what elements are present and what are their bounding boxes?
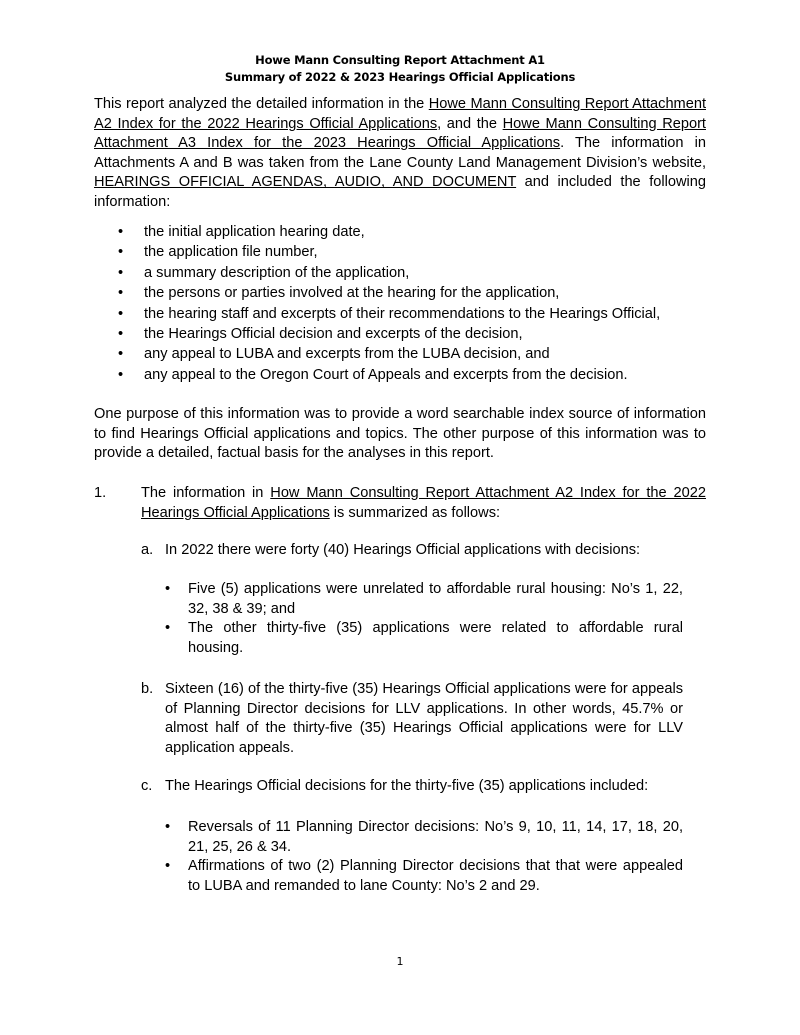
item-label: a. xyxy=(141,542,154,558)
report-header xyxy=(0,52,800,86)
attachment-a2-index-link[interactable]: How Mann Consulting Report Attachment A2 Index for the 2022 Hearings Official Applications xyxy=(141,485,706,521)
bullet-icon: • xyxy=(165,819,171,835)
info-list xyxy=(118,222,718,385)
intro-text-4: and included the following information: xyxy=(94,174,706,210)
list-item: • the application file number, xyxy=(118,242,718,262)
intro-text-2: , and the xyxy=(437,115,503,132)
section-1 xyxy=(94,484,706,523)
item-a-list xyxy=(165,580,683,658)
list-item: • any appeal to LUBA and excerpts from the LUBA decision, and xyxy=(118,344,718,364)
page-number: 1 xyxy=(396,955,404,968)
attachment-a3-link[interactable]: Howe Mann Consulting Report Attachment A3 Index for the 2023 Hearings Official Applications xyxy=(94,115,706,152)
bullet-icon: • xyxy=(118,326,124,343)
list-item: • Five (5) applications were unrelated to affordable rural housing: No’s 1, 22, 32, 38 & 39; and xyxy=(165,581,683,617)
list-item: • The other thirty-five (35) applications were related to affordable rural housing. xyxy=(165,620,683,656)
item-label: b. xyxy=(141,681,154,697)
item-a-text: In 2022 there were forty (40) Hearings Official applications with decisions: xyxy=(165,542,641,558)
list-item: • the persons or parties involved at the hearing for the application, xyxy=(118,283,718,303)
item-b xyxy=(141,680,683,758)
item-c xyxy=(141,777,683,797)
bullet-icon: • xyxy=(165,620,171,637)
intro-text-1: This report analyzed the detailed information in the xyxy=(94,96,429,112)
item-a xyxy=(141,541,683,561)
section-number: 1. xyxy=(94,485,107,501)
bullet-icon: • xyxy=(165,858,171,875)
bullet-icon: • xyxy=(118,244,124,261)
list-item: • the Hearings Official decision and excerpts of the decision, xyxy=(118,324,718,344)
list-item: • the initial application hearing date, xyxy=(118,222,718,242)
bullet-icon: • xyxy=(118,366,124,383)
hearings-official-website-link[interactable]: HEARINGS OFFICIAL AGENDAS, AUDIO, AND DOCUMENT xyxy=(94,174,517,191)
bullet-icon: • xyxy=(118,264,124,281)
item-b-text: Sixteen (16) of the thirty-five (35) Hearings Official applications were for appeals of Planning Director decisions for LLV applications. In other words, 45.7% or almost half of the thirty-five (35) Hearings Official applications were for LLV application appeals. xyxy=(165,681,683,756)
item-c-list xyxy=(165,818,683,896)
list-item: • a summary description of the application, xyxy=(118,263,718,283)
section-1-text: The information in How Mann Consulting Report Attachment A2 Index for the 2022 Hearings Official Applications is summarized as follows: xyxy=(141,485,706,521)
purpose-paragraph: One purpose of this information was to provide a word searchable index source of information to find Hearings Official applications and topics. The other purpose of this information was to provide a detailed, factual basis for the analyses in this report. xyxy=(94,406,706,462)
list-item: • Reversals of 11 Planning Director decisions: No’s 9, 10, 11, 14, 17, 18, 20, 21, 25, 26 & 34. xyxy=(165,819,683,855)
bullet-icon: • xyxy=(118,224,124,240)
list-item: • Affirmations of two (2) Planning Director decisions that that were appealed to LUBA and remanded to lane County: No’s 2 and 29. xyxy=(165,858,683,894)
intro-paragraph xyxy=(94,95,706,213)
bullet-icon: • xyxy=(118,305,124,322)
report-title: Howe Mann Consulting Report Attachment A1 xyxy=(255,53,545,67)
item-c-text: The Hearings Official decisions for the thirty-five (35) applications included: xyxy=(165,778,649,794)
list-item: • any appeal to the Oregon Court of Appeals and excerpts from the decision. xyxy=(118,365,718,385)
report-subtitle: Summary of 2022 & 2023 Hearings Official Applications xyxy=(224,70,576,84)
list-item: • the hearing staff and excerpts of their recommendations to the Hearings Official, xyxy=(118,304,718,324)
bullet-icon: • xyxy=(118,346,124,363)
intro-text-3: . The information in Attachments A and B was taken from the Lane County Land Management Division’s website, xyxy=(94,135,706,171)
bullet-icon: • xyxy=(118,285,124,302)
attachment-a2-link[interactable]: Howe Mann Consulting Report Attachment A2 Index for the 2022 Hearings Official Applications xyxy=(94,96,707,132)
bullet-icon: • xyxy=(165,581,171,597)
item-label: c. xyxy=(141,778,153,794)
